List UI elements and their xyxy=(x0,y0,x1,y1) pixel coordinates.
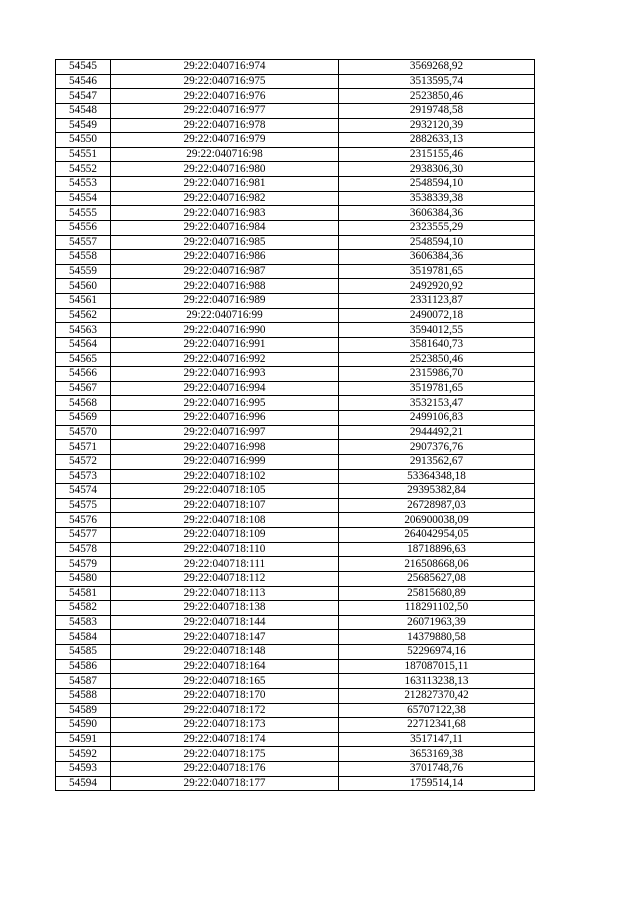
row-number-cell: 54557 xyxy=(56,235,111,250)
row-number-cell: 54583 xyxy=(56,615,111,630)
cadastral-number-cell: 29:22:040718:175 xyxy=(111,747,339,762)
cadastral-number-cell: 29:22:040718:148 xyxy=(111,645,339,660)
cadastral-value-cell: 2919748,58 xyxy=(339,103,535,118)
cadastral-number-cell: 29:22:040716:983 xyxy=(111,206,339,221)
cadastral-value-cell: 3569268,92 xyxy=(339,60,535,75)
cadastral-number-cell: 29:22:040716:990 xyxy=(111,323,339,338)
cadastral-number-cell: 29:22:040718:170 xyxy=(111,688,339,703)
table-row xyxy=(56,630,535,645)
table-row xyxy=(56,264,535,279)
cadastral-number-cell: 29:22:040718:109 xyxy=(111,528,339,543)
table-row xyxy=(56,762,535,777)
table-row xyxy=(56,469,535,484)
cadastral-number-cell: 29:22:040716:989 xyxy=(111,294,339,309)
cadastral-number-cell: 29:22:040718:113 xyxy=(111,586,339,601)
cadastral-number-cell: 29:22:040716:979 xyxy=(111,133,339,148)
cadastral-value-cell: 2907376,76 xyxy=(339,440,535,455)
row-number-cell: 54545 xyxy=(56,60,111,75)
table-row xyxy=(56,703,535,718)
table-row xyxy=(56,601,535,616)
table-row xyxy=(56,147,535,162)
cadastral-value-cell: 2944492,21 xyxy=(339,425,535,440)
table-row xyxy=(56,688,535,703)
row-number-cell: 54592 xyxy=(56,747,111,762)
table-row xyxy=(56,542,535,557)
table-body xyxy=(56,60,535,791)
cadastral-value-cell: 2932120,39 xyxy=(339,118,535,133)
row-number-cell: 54567 xyxy=(56,381,111,396)
cadastral-value-table xyxy=(55,59,535,791)
row-number-cell: 54577 xyxy=(56,528,111,543)
cadastral-value-cell: 3653169,38 xyxy=(339,747,535,762)
row-number-cell: 54548 xyxy=(56,103,111,118)
row-number-cell: 54564 xyxy=(56,337,111,352)
cadastral-value-cell: 53364348,18 xyxy=(339,469,535,484)
row-number-cell: 54588 xyxy=(56,688,111,703)
row-number-cell: 54570 xyxy=(56,425,111,440)
cadastral-value-cell: 52296974,16 xyxy=(339,645,535,660)
row-number-cell: 54552 xyxy=(56,162,111,177)
cadastral-value-cell: 118291102,50 xyxy=(339,601,535,616)
cadastral-number-cell: 29:22:040718:172 xyxy=(111,703,339,718)
cadastral-value-cell: 26728987,03 xyxy=(339,498,535,513)
table-row xyxy=(56,337,535,352)
table-row xyxy=(56,367,535,382)
table-row xyxy=(56,177,535,192)
table-row xyxy=(56,498,535,513)
cadastral-value-cell: 212827370,42 xyxy=(339,688,535,703)
cadastral-value-cell: 264042954,05 xyxy=(339,528,535,543)
row-number-cell: 54582 xyxy=(56,601,111,616)
cadastral-number-cell: 29:22:040716:992 xyxy=(111,352,339,367)
cadastral-value-cell: 2938306,30 xyxy=(339,162,535,177)
cadastral-value-cell: 22712341,68 xyxy=(339,718,535,733)
row-number-cell: 54573 xyxy=(56,469,111,484)
row-number-cell: 54580 xyxy=(56,571,111,586)
row-number-cell: 54574 xyxy=(56,484,111,499)
cadastral-number-cell: 29:22:040718:138 xyxy=(111,601,339,616)
row-number-cell: 54551 xyxy=(56,147,111,162)
cadastral-value-cell: 163113238,13 xyxy=(339,674,535,689)
cadastral-value-cell: 3519781,65 xyxy=(339,264,535,279)
row-number-cell: 54560 xyxy=(56,279,111,294)
row-number-cell: 54584 xyxy=(56,630,111,645)
cadastral-number-cell: 29:22:040716:993 xyxy=(111,367,339,382)
cadastral-value-cell: 18718896,63 xyxy=(339,542,535,557)
row-number-cell: 54578 xyxy=(56,542,111,557)
table-row xyxy=(56,732,535,747)
cadastral-number-cell: 29:22:040716:977 xyxy=(111,103,339,118)
cadastral-value-cell: 206900038,09 xyxy=(339,513,535,528)
table-row xyxy=(56,133,535,148)
table-row xyxy=(56,250,535,265)
table-row xyxy=(56,206,535,221)
table-row xyxy=(56,162,535,177)
cadastral-number-cell: 29:22:040716:982 xyxy=(111,191,339,206)
cadastral-number-cell: 29:22:040716:996 xyxy=(111,411,339,426)
cadastral-value-cell: 2492920,92 xyxy=(339,279,535,294)
cadastral-number-cell: 29:22:040716:978 xyxy=(111,118,339,133)
row-number-cell: 54565 xyxy=(56,352,111,367)
cadastral-number-cell: 29:22:040718:107 xyxy=(111,498,339,513)
table-row xyxy=(56,425,535,440)
row-number-cell: 54591 xyxy=(56,732,111,747)
row-number-cell: 54566 xyxy=(56,367,111,382)
row-number-cell: 54585 xyxy=(56,645,111,660)
table-row xyxy=(56,235,535,250)
cadastral-number-cell: 29:22:040718:112 xyxy=(111,571,339,586)
table-row xyxy=(56,103,535,118)
cadastral-value-cell: 3513595,74 xyxy=(339,74,535,89)
table-row xyxy=(56,718,535,733)
cadastral-value-cell: 3581640,73 xyxy=(339,337,535,352)
cadastral-value-cell: 3532153,47 xyxy=(339,396,535,411)
row-number-cell: 54563 xyxy=(56,323,111,338)
cadastral-number-cell: 29:22:040716:987 xyxy=(111,264,339,279)
table-row xyxy=(56,586,535,601)
cadastral-number-cell: 29:22:040718:176 xyxy=(111,762,339,777)
row-number-cell: 54581 xyxy=(56,586,111,601)
cadastral-number-cell: 29:22:040716:994 xyxy=(111,381,339,396)
table-row xyxy=(56,352,535,367)
cadastral-number-cell: 29:22:040716:985 xyxy=(111,235,339,250)
table-row xyxy=(56,220,535,235)
table-row xyxy=(56,381,535,396)
cadastral-number-cell: 29:22:040716:981 xyxy=(111,177,339,192)
cadastral-value-cell: 26071963,39 xyxy=(339,615,535,630)
cadastral-number-cell: 29:22:040716:998 xyxy=(111,440,339,455)
cadastral-value-cell: 2315155,46 xyxy=(339,147,535,162)
cadastral-value-cell: 3606384,36 xyxy=(339,250,535,265)
row-number-cell: 54571 xyxy=(56,440,111,455)
table-row xyxy=(56,776,535,791)
table-row xyxy=(56,279,535,294)
table-row xyxy=(56,74,535,89)
cadastral-number-cell: 29:22:040716:991 xyxy=(111,337,339,352)
table-row xyxy=(56,440,535,455)
row-number-cell: 54550 xyxy=(56,133,111,148)
cadastral-number-cell: 29:22:040716:997 xyxy=(111,425,339,440)
row-number-cell: 54593 xyxy=(56,762,111,777)
table-row xyxy=(56,89,535,104)
cadastral-number-cell: 29:22:040718:144 xyxy=(111,615,339,630)
table-row xyxy=(56,659,535,674)
row-number-cell: 54586 xyxy=(56,659,111,674)
row-number-cell: 54589 xyxy=(56,703,111,718)
cadastral-number-cell: 29:22:040718:102 xyxy=(111,469,339,484)
cadastral-number-cell: 29:22:040718:110 xyxy=(111,542,339,557)
row-number-cell: 54572 xyxy=(56,454,111,469)
cadastral-value-cell: 2882633,13 xyxy=(339,133,535,148)
table-row xyxy=(56,513,535,528)
cadastral-number-cell: 29:22:040718:173 xyxy=(111,718,339,733)
cadastral-value-cell: 2523850,46 xyxy=(339,352,535,367)
cadastral-value-cell: 2315986,70 xyxy=(339,367,535,382)
row-number-cell: 54587 xyxy=(56,674,111,689)
cadastral-number-cell: 29:22:040716:99 xyxy=(111,308,339,323)
cadastral-number-cell: 29:22:040718:105 xyxy=(111,484,339,499)
table-row xyxy=(56,571,535,586)
table-row xyxy=(56,484,535,499)
cadastral-value-cell: 3538339,38 xyxy=(339,191,535,206)
table-row xyxy=(56,411,535,426)
table-row xyxy=(56,396,535,411)
table-row xyxy=(56,308,535,323)
cadastral-value-cell: 3519781,65 xyxy=(339,381,535,396)
row-number-cell: 54562 xyxy=(56,308,111,323)
cadastral-number-cell: 29:22:040716:999 xyxy=(111,454,339,469)
row-number-cell: 54561 xyxy=(56,294,111,309)
row-number-cell: 54554 xyxy=(56,191,111,206)
cadastral-value-cell: 3606384,36 xyxy=(339,206,535,221)
cadastral-number-cell: 29:22:040718:108 xyxy=(111,513,339,528)
table-row xyxy=(56,118,535,133)
row-number-cell: 54579 xyxy=(56,557,111,572)
row-number-cell: 54556 xyxy=(56,220,111,235)
row-number-cell: 54575 xyxy=(56,498,111,513)
row-number-cell: 54553 xyxy=(56,177,111,192)
row-number-cell: 54568 xyxy=(56,396,111,411)
cadastral-value-cell: 2490072,18 xyxy=(339,308,535,323)
table-row xyxy=(56,294,535,309)
table-row xyxy=(56,60,535,75)
table-row xyxy=(56,645,535,660)
cadastral-value-cell: 3594012,55 xyxy=(339,323,535,338)
table-row xyxy=(56,454,535,469)
cadastral-value-cell: 25815680,89 xyxy=(339,586,535,601)
table-row xyxy=(56,528,535,543)
cadastral-number-cell: 29:22:040718:174 xyxy=(111,732,339,747)
row-number-cell: 54555 xyxy=(56,206,111,221)
table-row xyxy=(56,191,535,206)
cadastral-number-cell: 29:22:040716:986 xyxy=(111,250,339,265)
table-row xyxy=(56,323,535,338)
table-row xyxy=(56,557,535,572)
row-number-cell: 54590 xyxy=(56,718,111,733)
table-row xyxy=(56,674,535,689)
cadastral-value-cell: 2331123,87 xyxy=(339,294,535,309)
table-row xyxy=(56,747,535,762)
cadastral-number-cell: 29:22:040718:165 xyxy=(111,674,339,689)
row-number-cell: 54546 xyxy=(56,74,111,89)
row-number-cell: 54594 xyxy=(56,776,111,791)
cadastral-value-cell: 2548594,10 xyxy=(339,177,535,192)
cadastral-value-cell: 2548594,10 xyxy=(339,235,535,250)
cadastral-value-cell: 2523850,46 xyxy=(339,89,535,104)
cadastral-number-cell: 29:22:040718:164 xyxy=(111,659,339,674)
row-number-cell: 54559 xyxy=(56,264,111,279)
cadastral-value-cell: 14379880,58 xyxy=(339,630,535,645)
cadastral-number-cell: 29:22:040716:975 xyxy=(111,74,339,89)
cadastral-number-cell: 29:22:040718:111 xyxy=(111,557,339,572)
cadastral-number-cell: 29:22:040716:976 xyxy=(111,89,339,104)
cadastral-number-cell: 29:22:040716:974 xyxy=(111,60,339,75)
row-number-cell: 54558 xyxy=(56,250,111,265)
cadastral-value-cell: 29395382,84 xyxy=(339,484,535,499)
cadastral-value-cell: 1759514,14 xyxy=(339,776,535,791)
cadastral-value-cell: 65707122,38 xyxy=(339,703,535,718)
cadastral-value-cell: 187087015,11 xyxy=(339,659,535,674)
document-page xyxy=(55,59,534,791)
row-number-cell: 54576 xyxy=(56,513,111,528)
cadastral-number-cell: 29:22:040716:988 xyxy=(111,279,339,294)
cadastral-value-cell: 3517147,11 xyxy=(339,732,535,747)
row-number-cell: 54569 xyxy=(56,411,111,426)
cadastral-value-cell: 2323555,29 xyxy=(339,220,535,235)
cadastral-number-cell: 29:22:040716:984 xyxy=(111,220,339,235)
cadastral-number-cell: 29:22:040716:980 xyxy=(111,162,339,177)
cadastral-value-cell: 216508668,06 xyxy=(339,557,535,572)
cadastral-number-cell: 29:22:040718:147 xyxy=(111,630,339,645)
row-number-cell: 54549 xyxy=(56,118,111,133)
cadastral-number-cell: 29:22:040718:177 xyxy=(111,776,339,791)
cadastral-value-cell: 2913562,67 xyxy=(339,454,535,469)
cadastral-value-cell: 2499106,83 xyxy=(339,411,535,426)
cadastral-value-cell: 25685627,08 xyxy=(339,571,535,586)
row-number-cell: 54547 xyxy=(56,89,111,104)
cadastral-number-cell: 29:22:040716:98 xyxy=(111,147,339,162)
cadastral-value-cell: 3701748,76 xyxy=(339,762,535,777)
table-row xyxy=(56,615,535,630)
cadastral-number-cell: 29:22:040716:995 xyxy=(111,396,339,411)
